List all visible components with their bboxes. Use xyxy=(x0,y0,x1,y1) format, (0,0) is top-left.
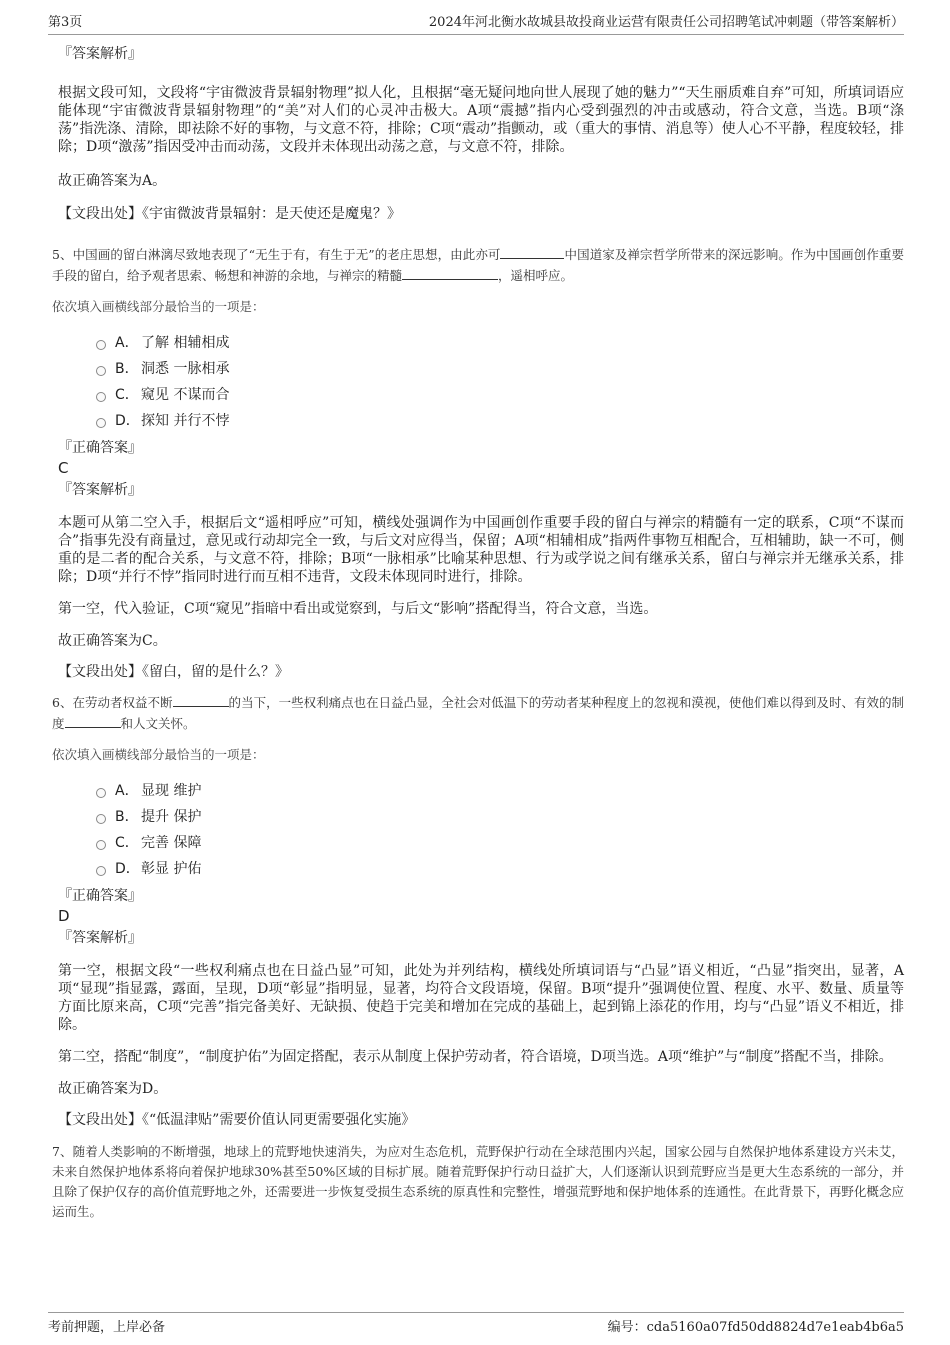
page-content xyxy=(52,38,904,1222)
radio-icon[interactable] xyxy=(96,866,106,876)
stem-part: 中国道家及禅宗哲学所带来的深远影响。作为中国画创作重要手段的留白，给予观者思索、畅想和神游的余地，与禅宗的精髓 xyxy=(52,247,904,283)
question-4-analysis xyxy=(52,44,904,224)
passage-source: 【文段出处】《宇宙微波背景辐射：是天使还是魔鬼？》 xyxy=(58,206,401,222)
conclusion: 故正确答案为D。 xyxy=(58,1081,168,1097)
question-stem xyxy=(52,244,904,286)
passage-source: 【文段出处】《留白，留的是什么？》 xyxy=(58,664,289,680)
option-a[interactable] xyxy=(96,330,904,356)
passage-source: 【文段出处】《“低温津贴”需要价值认同更需要强化实施》 xyxy=(58,1112,416,1128)
question-5 xyxy=(52,244,904,682)
question-instruction: 依次填入画横线部分最恰当的一项是： xyxy=(52,747,265,762)
question-6 xyxy=(52,692,904,1130)
analysis-label: 『答案解析』 xyxy=(58,482,142,498)
option-list xyxy=(96,330,904,434)
footer-slogan: 考前押题，上岸必备 xyxy=(48,1320,166,1335)
document-title: 2024年河北衡水故城县故投商业运营有限责任公司招聘笔试冲刺题（带答案解析） xyxy=(428,15,904,30)
option-a[interactable] xyxy=(96,778,904,804)
analysis-text: 第一空，根据文段“一些权利痛点也在日益凸显”可知，此处为并列结构，横线处所填词语与“凸显”语义相近，“凸显”指突出，显著，A项“显现”指显露，露面，呈现，D项“彰显”指明显，显著，均符合文段语境，保留。B项“提升”强调使位置、程度、水平、数量、质量等方面比原来高，C项“完善”指完备美好、无缺损、使趋于完美和增加在完成的基础上，起到锦上添花的作用，均与“凸显”语义不相近，排除。 xyxy=(58,963,904,1033)
option-letter: A． xyxy=(115,783,139,799)
fill-blank xyxy=(402,265,498,280)
correct-answer-label: 『正确答案』 xyxy=(58,440,142,456)
radio-icon[interactable] xyxy=(96,366,106,376)
radio-icon[interactable] xyxy=(96,418,106,428)
stem-part: 5、中国画的留白淋漓尽致地表现了“无生于有，有生于无”的老庄思想，由此亦可 xyxy=(52,247,501,262)
option-letter: D． xyxy=(115,413,140,429)
radio-icon[interactable] xyxy=(96,840,106,850)
option-list xyxy=(96,778,904,882)
analysis-label: 『答案解析』 xyxy=(58,46,142,62)
option-letter: A． xyxy=(115,335,139,351)
option-text: 完善 保障 xyxy=(141,835,202,851)
radio-icon[interactable] xyxy=(96,392,106,402)
conclusion: 故正确答案为A。 xyxy=(58,173,167,189)
question-stem xyxy=(52,692,904,734)
option-d[interactable] xyxy=(96,856,904,882)
page-footer xyxy=(48,1312,904,1337)
option-c[interactable] xyxy=(96,382,904,408)
document-serial: 编号：cda5160a07fd50dd8824d7e1eab4b6a5 xyxy=(607,1320,904,1335)
page-number: 第3页 xyxy=(48,15,83,30)
stem-part: 6、在劳动者权益不断 xyxy=(52,695,173,710)
stem-part: 和人文关怀。 xyxy=(120,716,196,731)
analysis-text: 根据文段可知，文段将“宇宙微波背景辐射物理”拟人化，且根据“毫无疑问地向世人展现了她的魅力”“天生丽质难自弃”可知，所填词语应能体现“宇宙微波背景辐射物理”的“美”对人们的心灵冲击极大。A项“震撼”指内心受到强烈的冲击或感动，符合文意，当选。B项“涤荡”指洗涤、清除，即祛除不好的事物，与文意不符，排除；C项“震动”指颤动，或（重大的事情、消息等）使人心不平静，程度较轻，排除；D项“激荡”指因受冲击而动荡，文段并未体现出动荡之意，与文意不符，排除。 xyxy=(58,85,904,155)
option-text: 提升 保护 xyxy=(141,809,202,825)
fill-blank xyxy=(173,692,229,707)
correct-answer: C xyxy=(58,459,69,477)
analysis-text: 第一空，代入验证，C项“窥见”指暗中看出或觉察到，与后文“影响”搭配得当，符合文意，当选。 xyxy=(58,601,658,617)
option-letter: B． xyxy=(115,809,139,825)
option-letter: C． xyxy=(115,835,139,851)
question-7 xyxy=(52,1142,904,1222)
fill-blank xyxy=(500,244,564,259)
option-c[interactable] xyxy=(96,830,904,856)
option-text: 窥见 不谋而合 xyxy=(141,387,230,403)
analysis-text: 第二空，搭配“制度”，“制度护佑”为固定搭配，表示从制度上保护劳动者，符合语境，D项当选。A项“维护”与“制度”搭配不当，排除。 xyxy=(58,1049,893,1065)
correct-answer-label: 『正确答案』 xyxy=(58,888,142,904)
correct-answer: D xyxy=(58,907,70,925)
option-d[interactable] xyxy=(96,408,904,434)
analysis-text: 本题可从第二空入手，根据后文“遥相呼应”可知，横线处强调作为中国画创作重要手段的留白与禅宗的精髓有一定的联系，C项“不谋而合”指事先没有商量过，意见或行动却完全一致，与后文对应得当，保留；A项“相辅相成”指两件事物互相配合，互相辅助，缺一不可，侧重的是二者的配合关系，与文意不符，排除；B项“一脉相承”比喻某种思想、行为或学说之间有继承关系，留白与禅宗并无继承关系，排除；D项“并行不悖”指同时进行而互相不违背，文段未体现同时进行，排除。 xyxy=(58,515,904,585)
page-header xyxy=(48,10,904,35)
conclusion: 故正确答案为C。 xyxy=(58,633,167,649)
radio-icon[interactable] xyxy=(96,814,106,824)
stem-part: ，遥相呼应。 xyxy=(498,268,574,283)
option-text: 彰显 护佑 xyxy=(141,861,202,877)
option-text: 了解 相辅相成 xyxy=(141,335,230,351)
option-b[interactable] xyxy=(96,804,904,830)
option-b[interactable] xyxy=(96,356,904,382)
radio-icon[interactable] xyxy=(96,788,106,798)
question-stem: 7、随着人类影响的不断增强，地球上的荒野地快速消失，为应对生态危机，荒野保护行动在全球范围内兴起，国家公园与自然保护地体系建设方兴未艾，未来自然保护地体系将向着保护地球30%甚至50%区域的目标扩展。随着荒野保护行动日益扩大，人们逐渐认识到荒野应当是更大生态系统的一部分，并且除了保护仅存的高价值荒野地之外，还需要进一步恢复受损生态系统的原真性和完整性，增强荒野地和保护地体系的连通性。在此背景下，再野化概念应运而生。 xyxy=(52,1144,904,1219)
option-letter: B． xyxy=(115,361,139,377)
option-text: 洞悉 一脉相承 xyxy=(141,361,230,377)
option-text: 显现 维护 xyxy=(141,783,202,799)
question-instruction: 依次填入画横线部分最恰当的一项是： xyxy=(52,299,265,314)
analysis-label: 『答案解析』 xyxy=(58,930,142,946)
option-text: 探知 并行不悖 xyxy=(141,413,230,429)
option-letter: D． xyxy=(115,861,140,877)
option-letter: C． xyxy=(115,387,139,403)
stem-part: 的当下，一些权利痛点也在日益凸显，全社会对低温下的劳动者某种程度上的忽视和漠视，使他们难以得到及时、有效的制度 xyxy=(52,695,904,731)
radio-icon[interactable] xyxy=(96,340,106,350)
fill-blank xyxy=(65,713,121,728)
